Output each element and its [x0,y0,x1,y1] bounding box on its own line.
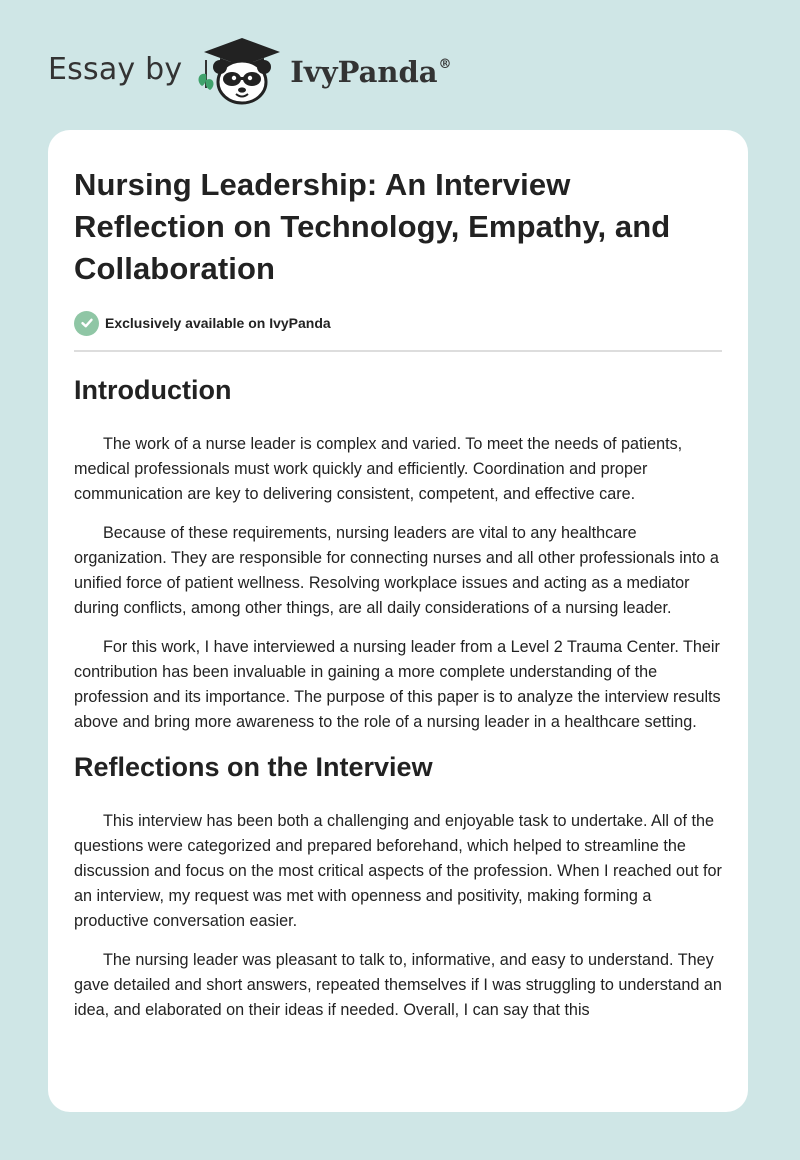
registered-mark: ® [438,57,452,72]
paragraph: Because of these requirements, nursing leaders are vital to any healthcare organization. They are responsible for connecting nurses and all other professionals into a unified force of patient wellness. Resolving workplace issues and acting as a mediator during conflicts, among other things, are all daily considerations of a nursing leader. [74,524,719,617]
essay-card [48,130,748,1112]
section-heading-reflections: Reflections on the Interview [74,752,433,782]
brand-name[interactable]: IvyPanda® [290,55,452,89]
paragraph: The nursing leader was pleasant to talk to, informative, and easy to understand. They gave detailed and short answers, repeated themselves if I was struggling to understand an idea, and elaborated on their ideas if needed. Overall, I can say that this [74,951,722,1019]
exclusive-label: Exclusively available on IvyPanda [105,315,331,331]
section-body-reflections [74,809,722,1023]
section-heading-introduction: Introduction [74,375,232,405]
site-header [48,36,452,106]
checkmark-icon [74,311,99,336]
exclusive-badge [74,310,722,336]
paragraph: This interview has been both a challenging and enjoyable task to undertake. All of the questions were categorized and prepared beforehand, which helped to streamline the discussion and focus on the most critical aspects of the profession. When I reached out for an interview, my request was met with openness and positivity, making forming a productive conversation easier. [74,812,722,930]
title-divider [74,350,722,352]
panda-logo-icon[interactable] [196,36,288,106]
paragraph: The work of a nurse leader is complex and varied. To meet the needs of patients, medical professionals must work quickly and efficiently. Coordination and proper communication are key to delivering consistent, competent, and effective care. [74,435,683,503]
essay-by-label: Essay by [48,51,183,87]
paragraph: For this work, I have interviewed a nursing leader from a Level 2 Trauma Center. Their contribution has been invaluable in gaining a more complete understanding of the profession and its importance. The purpose of this paper is to analyze the interview results above and bring more awareness to the role of a nursing leader in a healthcare setting. [74,638,721,731]
essay-title: Nursing Leadership: An Interview Reflection on Technology, Empathy, and Collaboration [74,167,671,286]
section-body-introduction [74,432,722,735]
